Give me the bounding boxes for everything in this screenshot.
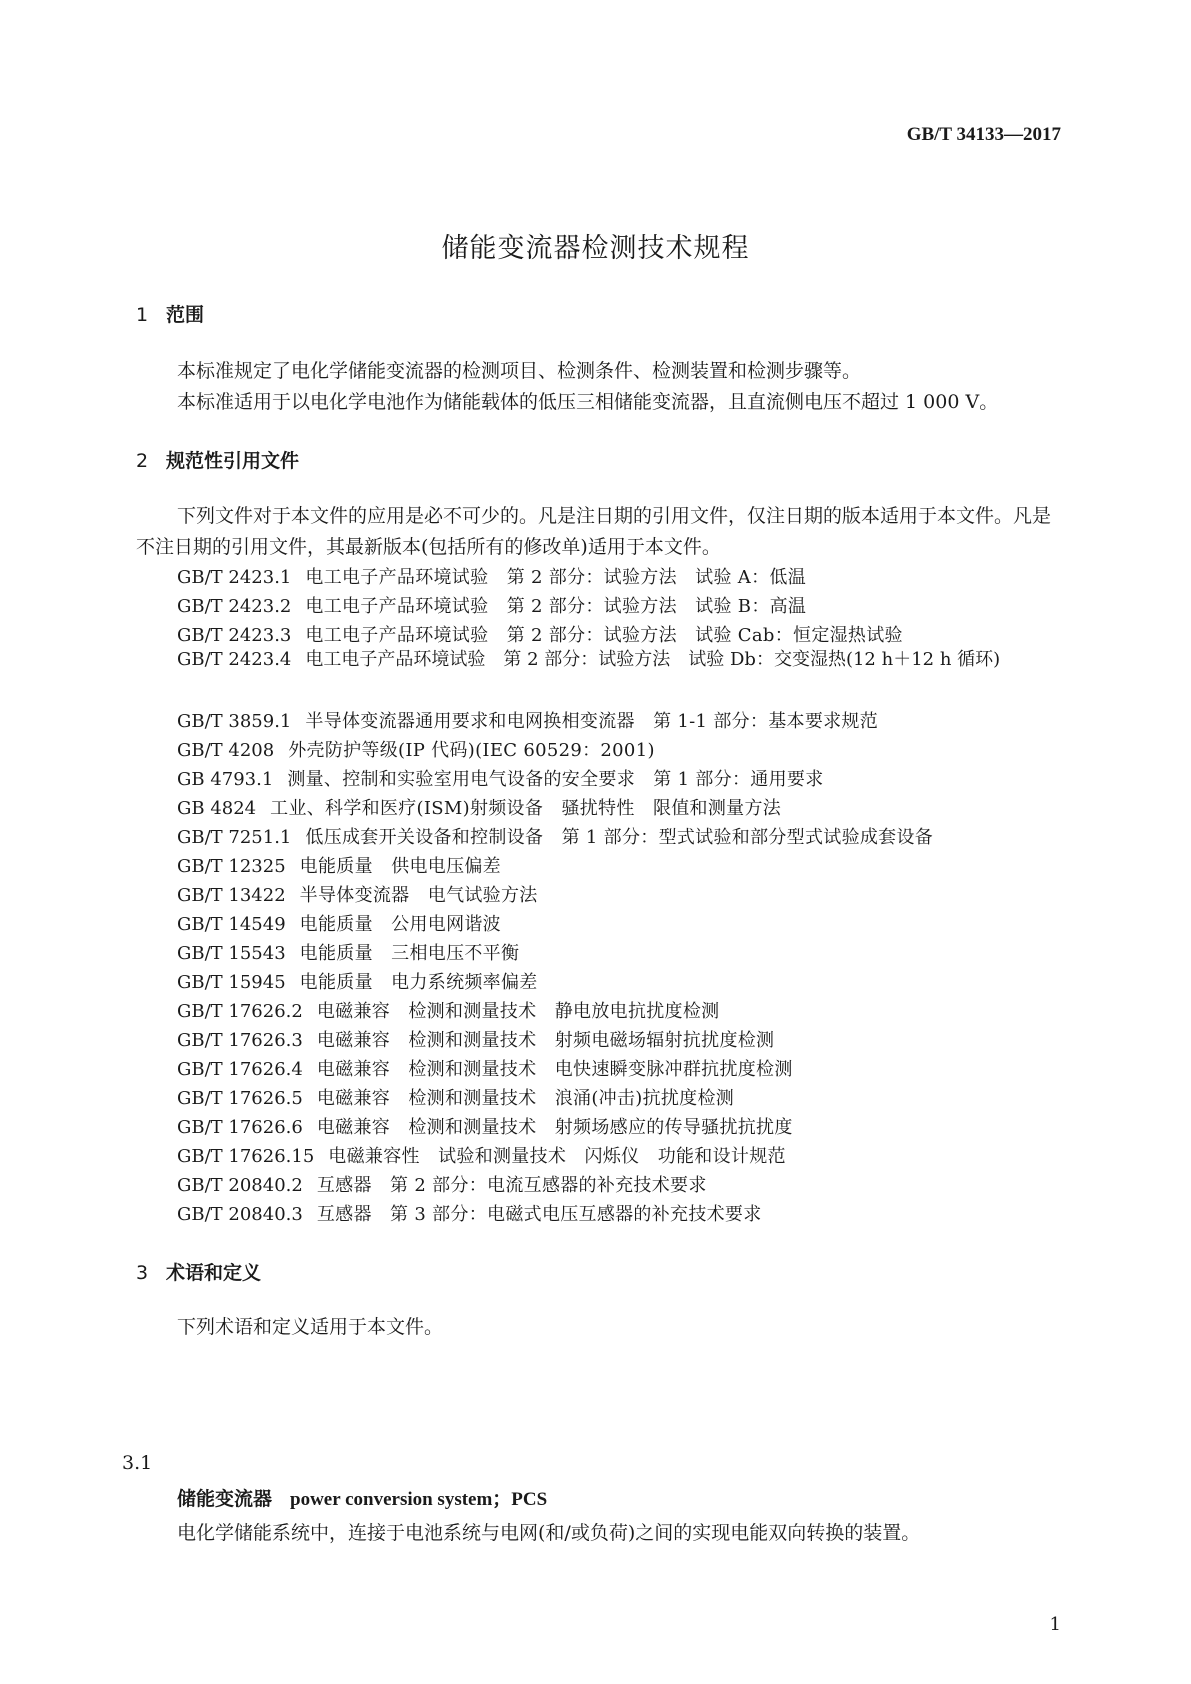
reference-title: 电工电子产品环境试验 第 2 部分：试验方法 试验 A：低温 [305, 567, 807, 588]
reference-code: GB/T 17626.6 [177, 1117, 303, 1138]
reference-item [177, 968, 538, 994]
reference-item [177, 1113, 793, 1139]
reference-title: 互感器 第 3 部分：电磁式电压互感器的补充技术要求 [316, 1204, 762, 1225]
reference-title: 电能质量 电力系统频率偏差 [299, 972, 538, 993]
reference-code: GB/T 2423.1 [177, 567, 292, 588]
reference-item [177, 621, 903, 647]
reference-item [177, 910, 501, 936]
reference-title: 互感器 第 2 部分：电流互感器的补充技术要求 [316, 1175, 707, 1196]
reference-code: GB/T 2423.4 [177, 649, 292, 670]
reference-item [177, 707, 878, 733]
reference-title: 电工电子产品环境试验 第 2 部分：试验方法 试验 Cab：恒定湿热试验 [305, 625, 903, 646]
reference-code: GB 4824 [177, 798, 257, 819]
reference-code: GB/T 2423.3 [177, 625, 292, 646]
reference-code: GB/T 17626.5 [177, 1088, 303, 1109]
reference-title: 半导体变流器通用要求和电网换相变流器 第 1-1 部分：基本要求规范 [305, 711, 879, 732]
reference-code: GB/T 20840.2 [177, 1175, 303, 1196]
section-heading-normative-references [136, 446, 299, 473]
section-title: 范围 [166, 304, 205, 326]
reference-title: 电能质量 三相电压不平衡 [299, 943, 520, 964]
reference-item [177, 1084, 734, 1110]
reference-code: GB/T 17626.4 [177, 1059, 303, 1080]
reference-code: GB/T 2423.2 [177, 596, 292, 617]
reference-code: GB/T 13422 [177, 885, 286, 906]
reference-item [177, 997, 719, 1023]
reference-item [177, 765, 824, 791]
reference-title: 电磁兼容 检测和测量技术 浪涌(冲击)抗扰度检测 [316, 1088, 735, 1109]
reference-title: 电工电子产品环境试验 第 2 部分：试验方法 试验 B：高温 [305, 596, 807, 617]
reference-code: GB 4793.1 [177, 769, 274, 790]
term-number: 3.1 [122, 1452, 153, 1474]
reference-code: GB/T 7251.1 [177, 827, 292, 848]
reference-title: 电能质量 供电电压偏差 [299, 856, 501, 877]
reference-code: GB/T 17626.3 [177, 1030, 303, 1051]
reference-item [177, 1055, 793, 1081]
reference-item [177, 592, 806, 618]
section-title: 规范性引用文件 [166, 450, 300, 472]
section-number: 2 [136, 450, 149, 472]
section-number: 1 [136, 304, 149, 326]
reference-code: GB/T 15945 [177, 972, 286, 993]
reference-item [177, 794, 781, 820]
normative-intro-paragraph: 下列文件对于本文件的应用是必不可少的。凡是注日期的引用文件，仅注日期的版本适用于本文件。凡是不注日期的引用文件，其最新版本(包括所有的修改单)适用于本文件。 [136, 505, 1052, 558]
reference-code: GB/T 14549 [177, 914, 286, 935]
reference-title: 电磁兼容 检测和测量技术 射频电磁场辐射抗扰度检测 [316, 1030, 775, 1051]
section-title: 术语和定义 [166, 1262, 262, 1284]
reference-code: GB/T 15543 [177, 943, 286, 964]
reference-title: 工业、科学和医疗(ISM)射频设备 骚扰特性 限值和测量方法 [270, 798, 782, 819]
reference-title: 低压成套开关设备和控制设备 第 1 部分：型式试验和部分型式试验成套设备 [305, 827, 934, 848]
reference-code: GB/T 17626.15 [177, 1146, 315, 1167]
reference-code: GB/T 4208 [177, 740, 275, 761]
reference-title: 电能质量 公用电网谐波 [299, 914, 501, 935]
reference-title: 电磁兼容 检测和测量技术 静电放电抗扰度检测 [316, 1001, 720, 1022]
reference-item [177, 1200, 762, 1226]
section-number: 3 [136, 1262, 149, 1284]
reference-code: GB/T 3859.1 [177, 711, 292, 732]
term-definition: 电化学储能系统中，连接于电池系统与电网(和/或负荷)之间的实现电能双向转换的装置。 [177, 1522, 921, 1544]
reference-item [177, 736, 655, 762]
section-heading-terms [136, 1258, 261, 1285]
term-name [177, 1484, 547, 1511]
reference-item [177, 1142, 786, 1168]
reference-title: 外壳防护等级(IP 代码)(IEC 60529：2001) [288, 740, 655, 761]
reference-item [136, 645, 1062, 675]
reference-item [177, 881, 538, 907]
reference-code: GB/T 12325 [177, 856, 286, 877]
reference-item [177, 1026, 774, 1052]
reference-item [177, 823, 933, 849]
scope-paragraph-1: 本标准规定了电化学储能变流器的检测项目、检测条件、检测装置和检测步骤等。 [177, 360, 862, 382]
reference-title: 半导体变流器 电气试验方法 [299, 885, 538, 906]
document-title: 储能变流器检测技术规程 [441, 233, 750, 264]
reference-item [177, 939, 519, 965]
reference-item [177, 1171, 707, 1197]
reference-title: 测量、控制和实验室用电气设备的安全要求 第 1 部分：通用要求 [287, 769, 824, 790]
terms-intro-paragraph: 下列术语和定义适用于本文件。 [177, 1316, 444, 1338]
standard-number: GB/T 34133—2017 [906, 124, 1061, 145]
reference-title: 电磁兼容 检测和测量技术 电快速瞬变脉冲群抗扰度检测 [316, 1059, 793, 1080]
scope-paragraph-2: 本标准适用于以电化学电池作为储能载体的低压三相储能变流器，且直流侧电压不超过 1 000 V。 [177, 391, 999, 413]
reference-item [177, 563, 806, 589]
section-heading-scope [136, 300, 204, 327]
reference-title: 电磁兼容性 试验和测量技术 闪烁仪 功能和设计规范 [328, 1146, 786, 1167]
term-name-zh: 储能变流器 [177, 1488, 273, 1510]
reference-title: 电工电子产品环境试验 第 2 部分：试验方法 试验 Db：交变湿热(12 h＋12 h 循环) [305, 649, 1001, 670]
term-name-en: power conversion system；PCS [290, 1489, 548, 1510]
reference-item [177, 852, 501, 878]
reference-code: GB/T 17626.2 [177, 1001, 303, 1022]
reference-code: GB/T 20840.3 [177, 1204, 303, 1225]
reference-title: 电磁兼容 检测和测量技术 射频场感应的传导骚扰抗扰度 [316, 1117, 793, 1138]
page-number: 1 [1049, 1614, 1061, 1635]
